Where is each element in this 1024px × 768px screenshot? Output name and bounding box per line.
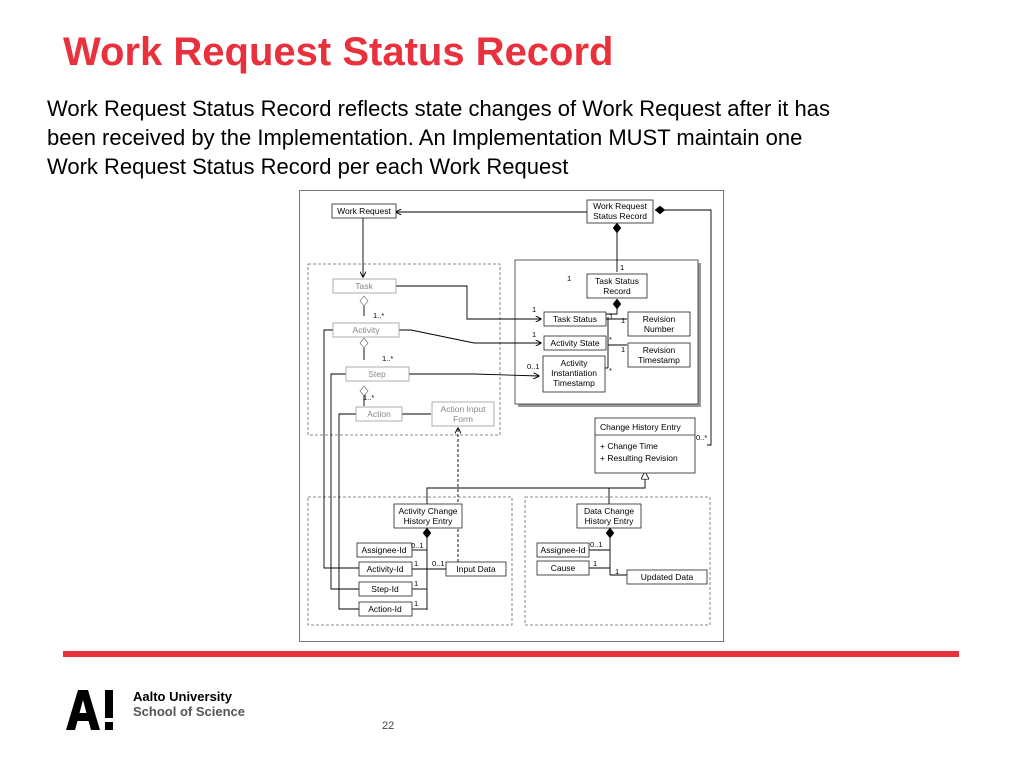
label-che-attr1: + Change Time <box>600 441 658 451</box>
divider-line <box>63 651 959 657</box>
label-tsr-1: Task Status <box>595 276 639 286</box>
label-step: Step <box>368 369 386 379</box>
slide-paragraph <box>47 94 987 181</box>
label-dche-2: History Entry <box>584 516 634 526</box>
label-action: Action <box>367 409 391 419</box>
label-dche-1: Data Change <box>583 506 635 516</box>
mult-ache-assignee: 0..1 <box>411 541 424 550</box>
paragraph-line-1: Work Request Status Record reflects state changes of Work Request after it has <box>47 96 830 121</box>
mult-as-left: 1 <box>532 330 537 339</box>
label-activity-id: Activity-Id <box>366 564 404 574</box>
mult-ait-right: * <box>609 366 612 375</box>
label-step-id: Step-Id <box>371 584 399 594</box>
label-ait-1: Activity <box>560 358 588 368</box>
label-tsr-2: Record <box>603 286 631 296</box>
label-updated-data: Updated Data <box>640 572 694 582</box>
uml-diagram <box>299 190 724 642</box>
logo-exclamation-dot <box>105 722 113 730</box>
mult-activity-step: 1..* <box>382 354 394 363</box>
label-rt-2: Timestamp <box>638 355 680 365</box>
mult-ache-input-data: 0..1 <box>432 559 445 568</box>
label-input-data: Input Data <box>456 564 496 574</box>
university-name: Aalto University <box>133 689 232 704</box>
label-task: Task <box>355 281 373 291</box>
mult-as-right: * <box>609 335 612 344</box>
label-assignee-id-2: Assignee-Id <box>540 545 586 555</box>
label-aif-1: Action Input <box>440 404 486 414</box>
label-cause: Cause <box>550 563 576 573</box>
mult-wrsr-one: 1 <box>620 263 625 272</box>
label-wrsr-1: Work Request <box>593 201 647 211</box>
label-wrsr-2: Status Record <box>593 211 647 221</box>
label-che-name: Change History Entry <box>600 422 681 432</box>
mult-task-activity: 1..* <box>373 311 385 320</box>
label-ache-2: History Entry <box>403 516 453 526</box>
mult-ache-activity: 1 <box>414 559 419 568</box>
label-task-status: Task Status <box>553 314 597 324</box>
logo-a-glyph <box>66 690 100 730</box>
mult-ts-right: 1 <box>609 312 614 321</box>
mult-dche-cause: 1 <box>593 559 598 568</box>
label-work-request: Work Request <box>337 206 391 216</box>
label-activity-state: Activity State <box>550 338 600 348</box>
mult-dche-updated: 1 <box>615 567 620 576</box>
label-ait-3: Timestamp <box>553 378 595 388</box>
label-rn-1: Revision <box>642 314 676 324</box>
page-number: 22 <box>382 720 395 732</box>
label-ache-1: Activity Change <box>398 506 458 516</box>
label-ait-2: Instantiation <box>551 368 597 378</box>
label-assignee-id: Assignee-Id <box>361 545 407 555</box>
mult-tsr-one: 1 <box>567 274 572 283</box>
label-rt-1: Revision <box>642 345 676 355</box>
mult-ait-left: 0..1 <box>527 362 540 371</box>
label-aif-2: Form <box>453 414 473 424</box>
mult-ts-left: 1 <box>532 305 537 314</box>
label-rn-2: Number <box>643 324 675 334</box>
logo-exclamation-bar <box>105 690 113 718</box>
mult-ache-step: 1 <box>414 579 419 588</box>
paragraph-line-2: been received by the Implementation. An Implementation MUST maintain one <box>47 125 803 150</box>
mult-dche-assignee: 0..1 <box>590 540 603 549</box>
label-activity: Activity <box>352 325 380 335</box>
label-che-attr2: + Resulting Revision <box>600 453 678 463</box>
mult-che-many: 0..* <box>696 433 708 442</box>
mult-rt-left: 1 <box>621 345 626 354</box>
mult-ache-action: 1 <box>414 599 419 608</box>
slide-title: Work Request Status Record <box>63 30 614 74</box>
mult-rn-left: 1 <box>621 316 626 325</box>
label-action-id: Action-Id <box>368 604 402 614</box>
school-name: School of Science <box>133 704 245 719</box>
paragraph-line-3: Work Request Status Record per each Work Request <box>47 154 569 179</box>
mult-step-action: 1..* <box>363 393 375 402</box>
